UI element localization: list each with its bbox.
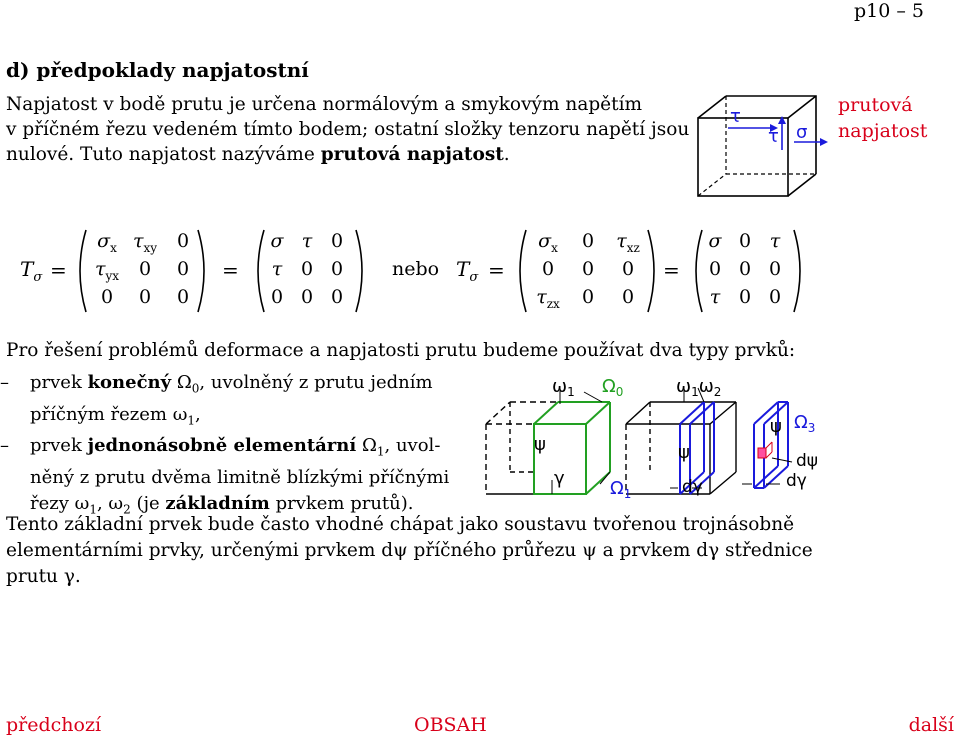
matrix-cell: τ	[301, 230, 313, 252]
matrix-cell: $\tau_{zx}$	[536, 286, 560, 311]
matrix-cell: 0	[300, 258, 314, 280]
Omega3-label: $\Omega_3$	[794, 412, 816, 435]
matrix-equations	[0, 220, 960, 320]
matrix-cell: 0	[738, 258, 752, 280]
cube-caption-line-2: napjatost	[838, 120, 928, 142]
section-heading: d) předpoklady napjatostní	[6, 58, 309, 82]
intro-term-bold: prutová napjatost	[320, 144, 504, 165]
eq-sign-4: =	[663, 258, 680, 282]
matrix-cell: 0	[708, 258, 722, 280]
matrix-cell: σ	[270, 230, 284, 252]
matrix-cell: 0	[738, 230, 752, 252]
matrix-cell: 0	[176, 230, 190, 252]
element-type-list	[0, 370, 450, 522]
psi-label-middle: ψ	[678, 442, 690, 463]
intro-line-1: Napjatost v bodě prutu je určena normálovým a smykovým napětím	[6, 94, 643, 115]
matrix-cell: 0	[330, 258, 344, 280]
nav-previous-link[interactable]: předchozí	[6, 714, 102, 736]
stress-cube-figure	[690, 90, 830, 200]
tau-label-top: τ	[730, 106, 741, 127]
nav-next-link[interactable]: další	[908, 714, 954, 736]
dgamma-label-middle: dγ	[682, 477, 703, 497]
eq-sign-1: =	[50, 258, 67, 282]
matrix-cell: σ	[708, 230, 722, 252]
tau-label-side: τ	[768, 126, 779, 147]
matrix-cell: 0	[270, 286, 284, 308]
list-item-2-line-1: – prvek jednonásobně elementární $\Omega_1$, uvol-	[0, 435, 441, 459]
matrix-cell: 0	[100, 286, 114, 308]
eq-sign-3: =	[488, 258, 505, 282]
or-word: nebo	[392, 258, 440, 280]
matrix-cell: 0	[581, 230, 595, 252]
list-item-2-line-3: řezy $\omega_1$, $\omega_2$ (je základním prvkem prutů).	[30, 492, 414, 517]
matrix-cell: 0	[621, 286, 635, 308]
nav-contents-link[interactable]: OBSAH	[414, 714, 487, 736]
matrix-cell: τ	[709, 286, 721, 308]
Omega0-label: $\Omega_0$	[602, 376, 624, 399]
matrix-cell: 0	[768, 286, 782, 308]
matrix-cell: 0	[300, 286, 314, 308]
matrix-cell: 0	[768, 258, 782, 280]
omega1-label-left: $\omega_1$	[552, 376, 575, 399]
dpsi-label: dψ	[796, 451, 819, 471]
matrix-cell: 0	[330, 230, 344, 252]
matrix-cell: 0	[138, 286, 152, 308]
psi-label-left: ψ	[534, 434, 546, 455]
matrix-cell: 0	[581, 286, 595, 308]
matrix-cell: 0	[621, 258, 635, 280]
list-item-2-line-2: něný z prutu dvěma limitně blízkými příčnými	[30, 466, 450, 488]
list-item-1-line-2: příčným řezem $\omega_1$,	[30, 403, 201, 428]
matrix-cell: 0	[176, 258, 190, 280]
closing-line-2: elementárními prvky, určenými prvkem dψ příčného průřezu ψ a prvkem dγ střednice	[6, 540, 813, 561]
matrix-cell: $\tau_{xz}$	[616, 230, 640, 255]
matrix-cell: 0	[581, 258, 595, 280]
sigma-label: σ	[796, 122, 808, 143]
psi-label-right: ψ	[770, 416, 782, 437]
gamma-label: γ	[554, 468, 565, 489]
closing-line-1: Tento základní prvek bude často vhodné chápat jako soustavu tvořenou trojnásobně	[6, 514, 795, 535]
matrix-cell: 0	[330, 286, 344, 308]
matrix-cell: 0	[138, 258, 152, 280]
closing-line-3: prutu γ.	[6, 566, 81, 587]
matrix-cell: $\tau_{yx}$	[94, 258, 120, 283]
matrix-cell: 0	[738, 286, 752, 308]
intro-line-3-end: .	[503, 144, 510, 165]
intro-line-3	[6, 142, 510, 167]
matrix-cell: τ	[769, 230, 781, 252]
cube-caption-line-1: prutová	[838, 94, 913, 116]
page-number: p10 – 5	[853, 0, 924, 22]
matrix-label-2: $T_\sigma$	[456, 257, 479, 285]
cube-caption	[838, 92, 927, 144]
matrix-label-1: $T_\sigma$	[20, 257, 43, 285]
element-figure	[480, 372, 836, 502]
list-item-1-line-1: – prvek konečný $\Omega_0$, uvolněný z prutu jedním	[0, 372, 433, 396]
eq-sign-2: =	[222, 258, 239, 282]
matrix-cell: 0	[541, 258, 555, 280]
matrix-cell: τ	[271, 258, 283, 280]
matrix-cell: $\sigma_x$	[97, 230, 117, 255]
solution-intro: Pro řešení problémů deformace a napjatosti prutu budeme používat dva typy prvků:	[6, 340, 796, 361]
matrix-cell: 0	[176, 286, 190, 308]
Omega1-label: $\Omega_1$	[610, 478, 632, 501]
intro-line-2: v příčném řezu vedeném tímto bodem; ostatní složky tenzoru napětí jsou	[6, 119, 690, 140]
matrix-cell: $\sigma_x$	[538, 230, 558, 255]
intro-line-3-text: nulové. Tuto napjatost nazýváme	[6, 144, 321, 165]
omega12-label: $\omega_1\omega_2$	[676, 376, 722, 399]
dgamma-label-right: dγ	[786, 471, 807, 491]
matrix-cell: $\tau_{xy}$	[132, 230, 158, 255]
